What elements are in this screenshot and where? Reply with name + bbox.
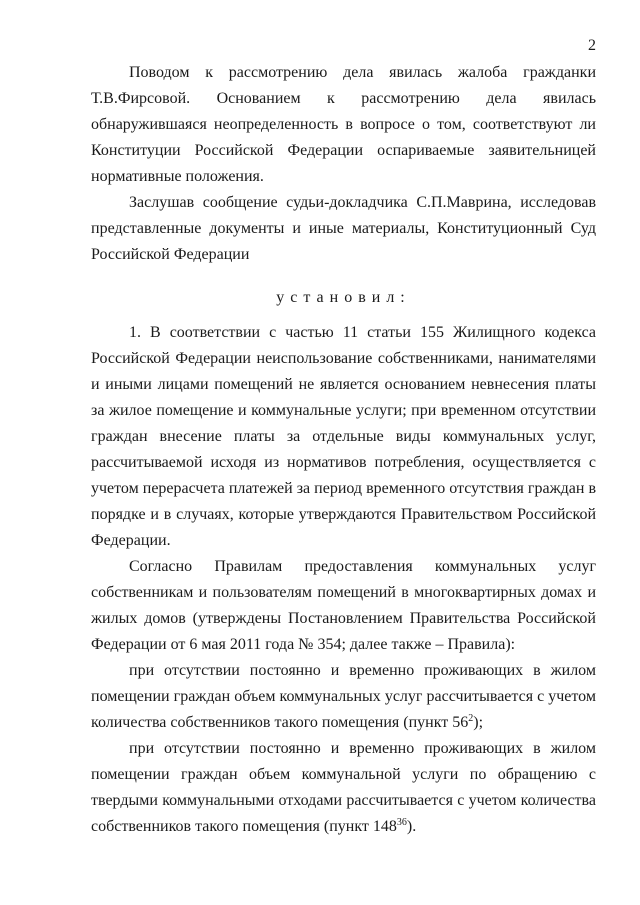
point-148-tail: ).	[406, 818, 417, 835]
point-148-superscript: 36	[396, 817, 407, 828]
body-section	[91, 320, 596, 840]
intro-section	[91, 60, 596, 268]
point-148-text: при отсутствии постоянно и временно проживающих в жилом помещении граждан объем коммунальной услуги по обращению с твердыми коммунальными отходами рассчитывается с учетом количества собственников такого помещения (пункт 148	[91, 740, 596, 835]
paragraph-hearing: Заслушав сообщение судьи-докладчика С.П.Маврина, исследовав представленные документы и иные материалы, Конституционный Суд Российской Федерации	[91, 194, 596, 263]
paragraph-rules: Согласно Правилам предоставления коммунальных услуг собственникам и пользователям помещений в многоквартирных домах и жилых домов (утверждены Постановлением Правительства Российской Федерации от 6 мая 2011 года № 354; далее также – Правила):	[91, 558, 596, 653]
point-56-text: при отсутствии постоянно и временно проживающих в жилом помещении граждан объем коммунальных услуг рассчитывается с учетом количества собственников такого помещения (пункт 56	[91, 662, 596, 731]
point-56-superscript: 2	[468, 713, 474, 724]
section-heading: установил:	[276, 289, 411, 306]
page-number: 2	[588, 37, 596, 54]
paragraph-point-56	[91, 658, 596, 736]
paragraph-article-155: 1. В соответствии с частью 11 статьи 155 Жилищного кодекса Российской Федерации неиспользование собственниками, нанимателями и иными лицами помещений не является основанием невнесения платы за жилое помещение и коммунальные услуги; при временном отсутствии граждан внесение платы за отдельные виды коммунальных услуг, рассчитываемой исходя из нормативов потребления, осуществляется с учетом перерасчета платежей за период временного отсутствия граждан в порядке и в случаях, которые утверждаются Правительством Российской Федерации.	[91, 324, 596, 549]
paragraph-point-148	[91, 736, 596, 840]
paragraph-complaint: Поводом к рассмотрению дела явилась жалоба гражданки Т.В.Фирсовой. Основанием к рассмотрению дела явилась обнаружившаяся неопределенность в вопросе о том, соответствуют ли Конституции Российской Федерации оспариваемые заявительницей нормативные положения.	[91, 64, 596, 185]
point-56-tail: );	[473, 714, 484, 731]
